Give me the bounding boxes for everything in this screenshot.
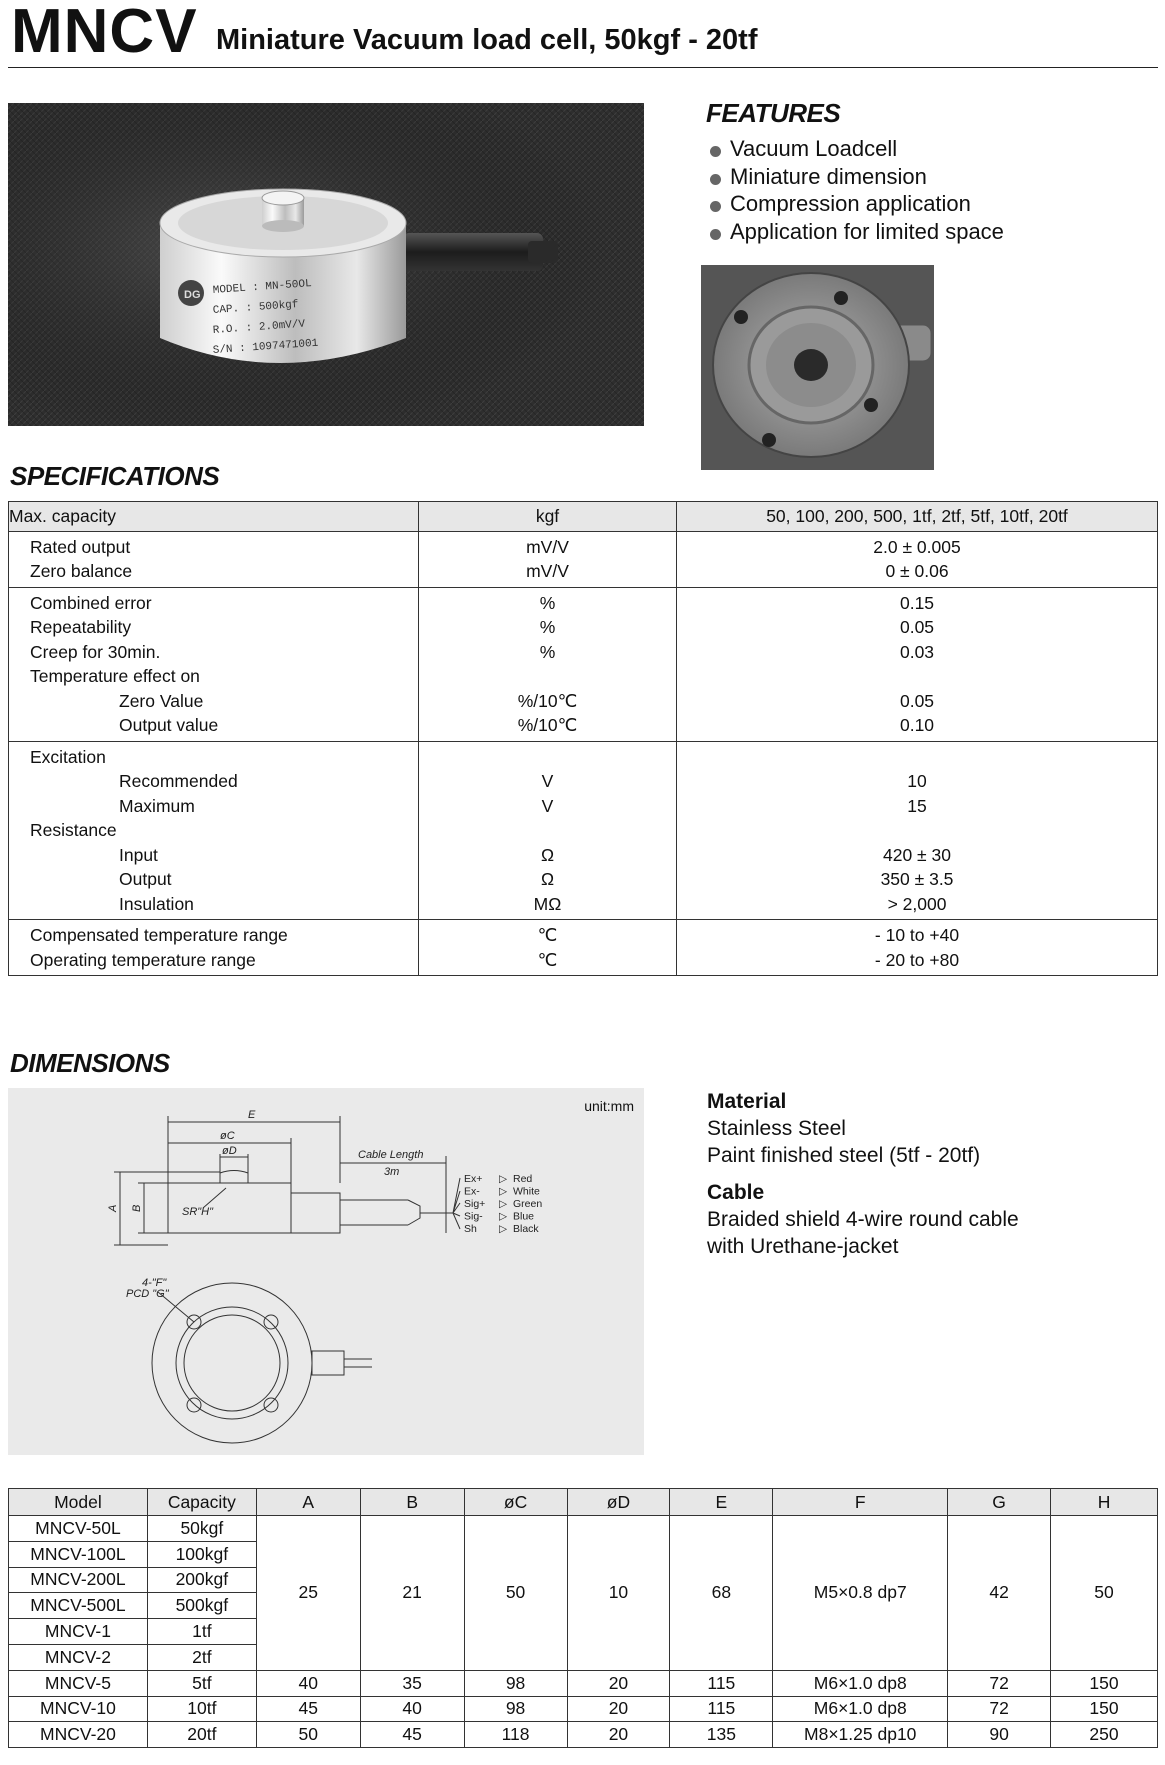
dimension-cell: 150 [1051,1696,1158,1722]
capacity-cell: 50kgf [147,1516,256,1542]
spec-name: Input [119,844,158,865]
spec-name: Repeatability [30,617,132,637]
spec-unit: %/10℃ [517,690,578,711]
spec-group [9,920,1158,976]
spec-name: Operating temperature range [30,949,256,970]
spec-name: Rated output [30,536,131,557]
cable-line: with Urethane-jacket [707,1235,899,1258]
dimension-cell: 90 [948,1722,1051,1748]
product-photo [8,103,644,426]
spec-group [9,587,1158,741]
dim-label-b: B [131,1204,143,1212]
features-list [708,135,1004,245]
wire-color: Green [513,1198,543,1210]
spec-unit: ℃ [537,949,558,970]
dimension-cell: 250 [1051,1722,1158,1748]
product-photo-illustration [8,103,644,426]
dimension-cell: 40 [256,1670,360,1696]
feature-item: Application for limited space [708,218,1004,246]
label-line-3: R.O. : 2.0mV/V [212,318,306,337]
spec-name: Max. capacity [9,502,419,532]
material-heading: Material [707,1090,787,1113]
spec-value: 0.05 [899,690,935,711]
brand-logo: DG [184,289,201,301]
dimension-cell: 72 [948,1670,1051,1696]
spec-name: Excitation [30,746,106,767]
spec-unit [419,818,676,843]
feature-item: Vacuum Loadcell [708,135,1004,163]
dimension-cell: 20 [567,1696,670,1722]
spec-name: Resistance [30,820,117,840]
material-line: Stainless Steel [707,1117,846,1140]
dimension-cell: 50 [256,1722,360,1748]
wire-color: White [513,1185,540,1198]
dimension-drawing [8,1088,644,1455]
spec-group [9,531,1158,587]
spec-name: Temperature effect on [30,666,200,686]
cable-length-label: Cable Length [358,1149,424,1161]
specifications-heading: SPECIFICATIONS [10,461,220,491]
column-header: G [948,1489,1051,1516]
spec-name: Zero Value [119,690,204,711]
model-cell: MNCV-50L [9,1516,148,1542]
spec-name: Recommended [119,771,238,791]
column-header: øD [567,1489,670,1516]
wire-color: Red [513,1173,533,1185]
table-row [9,1670,1158,1696]
model-cell: MNCV-2 [9,1644,148,1670]
dimension-cell: 135 [670,1722,773,1748]
dimension-cell: 72 [948,1696,1051,1722]
spec-value: 0.05 [899,617,935,637]
capacity-cell: 500kgf [147,1593,256,1619]
capacity-cell: 1tf [147,1619,256,1645]
spec-name: Maximum [119,795,195,816]
wire-signal: Ex+ [464,1173,483,1185]
dimension-cell: M6×1.0 dp8 [773,1670,948,1696]
dim-label-pcd: PCD "G" [126,1288,169,1300]
feature-item: Miniature dimension [708,163,1004,191]
spec-value [677,818,1157,843]
spec-value [677,664,1157,689]
wire-color: Black [513,1223,539,1235]
spec-name: Output value [119,715,219,735]
spec-name: Output [119,869,172,889]
dimension-cell: 68 [670,1516,773,1671]
dimension-cell: 50 [464,1516,567,1671]
spec-value: 0.03 [899,641,935,662]
wire-signal: Sig+ [464,1198,486,1210]
product-title: MNCV [11,0,198,66]
dimension-cell: 40 [360,1696,464,1722]
spec-unit [419,664,676,689]
dimension-cell: M8×1.25 dp10 [773,1722,948,1748]
spec-value: 0 ± 0.06 [885,561,949,581]
table-row [9,1516,1158,1542]
spec-value: > 2,000 [887,893,947,914]
spec-value: 350 ± 3.5 [880,869,954,889]
wire-signal: Sh [464,1223,477,1235]
material-line: Paint finished steel (5tf - 20tf) [707,1144,981,1167]
label-line-2: CAP. : 500kgf [212,299,299,317]
spec-unit: % [539,641,556,662]
spec-unit: ℃ [537,925,558,945]
wire-signal: Sig- [464,1210,483,1223]
column-header: A [256,1489,360,1516]
dimension-cell: 25 [256,1516,360,1671]
underside-photo [701,265,934,470]
title-bar [8,0,1158,68]
spec-group [9,741,1158,920]
dimension-cell: 21 [360,1516,464,1671]
wire-color: Blue [513,1210,535,1223]
spec-value: - 20 to +80 [874,949,960,970]
spec-value: 15 [907,795,927,816]
spec-value: 50, 100, 200, 500, 1tf, 2tf, 5tf, 10tf, 20tf [677,502,1158,532]
dim-label-e: E [248,1109,256,1121]
spec-name: Creep for 30min. [30,641,161,662]
spec-unit: Ω [540,844,555,865]
table-row [9,1696,1158,1722]
spec-name: Compensated temperature range [30,925,288,945]
spec-value: 10 [907,771,927,791]
product-subtitle: Miniature Vacuum load cell, 50kgf - 20tf [216,24,758,56]
wire-arrow-icon: ▷ [499,1198,508,1210]
dimension-cell: 115 [670,1696,773,1722]
specifications-table [8,501,1158,976]
column-header: Model [9,1489,148,1516]
spec-unit: kgf [419,502,677,532]
dimension-cell: 45 [256,1696,360,1722]
model-cell: MNCV-100L [9,1541,148,1567]
column-header: Capacity [147,1489,256,1516]
dimension-cell: 150 [1051,1670,1158,1696]
dimension-cell: 118 [464,1722,567,1748]
column-header: B [360,1489,464,1516]
column-header: F [773,1489,948,1516]
capacity-cell: 2tf [147,1644,256,1670]
material-cable-info [707,1088,1019,1260]
dimension-cell: 50 [1051,1516,1158,1671]
spec-unit: %/10℃ [517,715,578,735]
dim-label-a: A [107,1204,119,1212]
spec-value [677,745,1157,770]
dimension-cell: 42 [948,1516,1051,1671]
spec-name: Combined error [30,592,152,613]
technical-drawing [8,1088,644,1455]
dim-label-f: 4-"F" [142,1277,167,1289]
dimension-cell: M6×1.0 dp8 [773,1696,948,1722]
dimension-cell: 115 [670,1670,773,1696]
spec-unit: V [541,795,554,816]
spec-value: 0.15 [899,592,935,613]
dimension-cell: 20 [567,1722,670,1748]
model-cell: MNCV-20 [9,1722,148,1748]
wire-arrow-icon: ▷ [499,1210,508,1223]
cable-length-value: 3m [384,1166,400,1178]
dimension-cell: 20 [567,1670,670,1696]
wire-legend [464,1173,542,1235]
wire-arrow-icon: ▷ [499,1223,508,1235]
spec-name: Insulation [119,893,194,914]
dim-label-c: øC [220,1130,235,1142]
spec-unit: MΩ [533,893,562,914]
features-heading: FEATURES [706,98,841,128]
model-cell: MNCV-1 [9,1619,148,1645]
spec-unit: mV/V [526,536,569,557]
spec-unit: % [539,592,556,613]
wire-arrow-icon: ▷ [499,1173,508,1185]
spec-unit: mV/V [526,561,569,581]
label-line-4: S/N : 1097471001 [212,337,319,357]
capacity-cell: 200kgf [147,1567,256,1593]
capacity-cell: 20tf [147,1722,256,1748]
dimension-cell: M5×0.8 dp7 [773,1516,948,1671]
model-cell: MNCV-10 [9,1696,148,1722]
underside-illustration [701,265,934,470]
dimension-cell: 35 [360,1670,464,1696]
cable-line: Braided shield 4-wire round cable [707,1208,1019,1231]
spec-value: 0.10 [899,715,935,735]
wire-signal: Ex- [464,1185,480,1198]
spec-value: 2.0 ± 0.005 [873,536,961,557]
unit-label: unit:mm [584,1098,634,1114]
model-cell: MNCV-200L [9,1567,148,1593]
column-header: E [670,1489,773,1516]
dimension-cell: 10 [567,1516,670,1671]
label-line-1: MODEL : MN-50OL [212,278,313,297]
feature-item: Compression application [708,190,1004,218]
capacity-cell: 10tf [147,1696,256,1722]
dim-label-sr: SR"H" [182,1206,214,1218]
table-header-row [9,1489,1158,1516]
spec-value: 420 ± 30 [883,844,951,865]
spec-header-row [9,502,1158,532]
spec-unit: V [541,771,554,791]
model-cell: MNCV-5 [9,1670,148,1696]
spec-unit: Ω [540,869,555,889]
model-dimension-table [8,1488,1158,1748]
cable-heading: Cable [707,1181,765,1204]
model-cell: MNCV-500L [9,1593,148,1619]
dimension-cell: 45 [360,1722,464,1748]
dimension-cell: 98 [464,1670,567,1696]
spec-unit [419,745,676,770]
dimensions-heading: DIMENSIONS [10,1048,170,1078]
column-header: øC [464,1489,567,1516]
wire-arrow-icon: ▷ [499,1185,508,1198]
table-row [9,1722,1158,1748]
dim-label-d: øD [222,1145,237,1157]
spec-unit: % [539,617,556,637]
dimension-cell: 98 [464,1696,567,1722]
capacity-cell: 100kgf [147,1541,256,1567]
spec-name: Zero balance [30,561,133,581]
spec-value: - 10 to +40 [874,925,960,945]
capacity-cell: 5tf [147,1670,256,1696]
column-header: H [1051,1489,1158,1516]
